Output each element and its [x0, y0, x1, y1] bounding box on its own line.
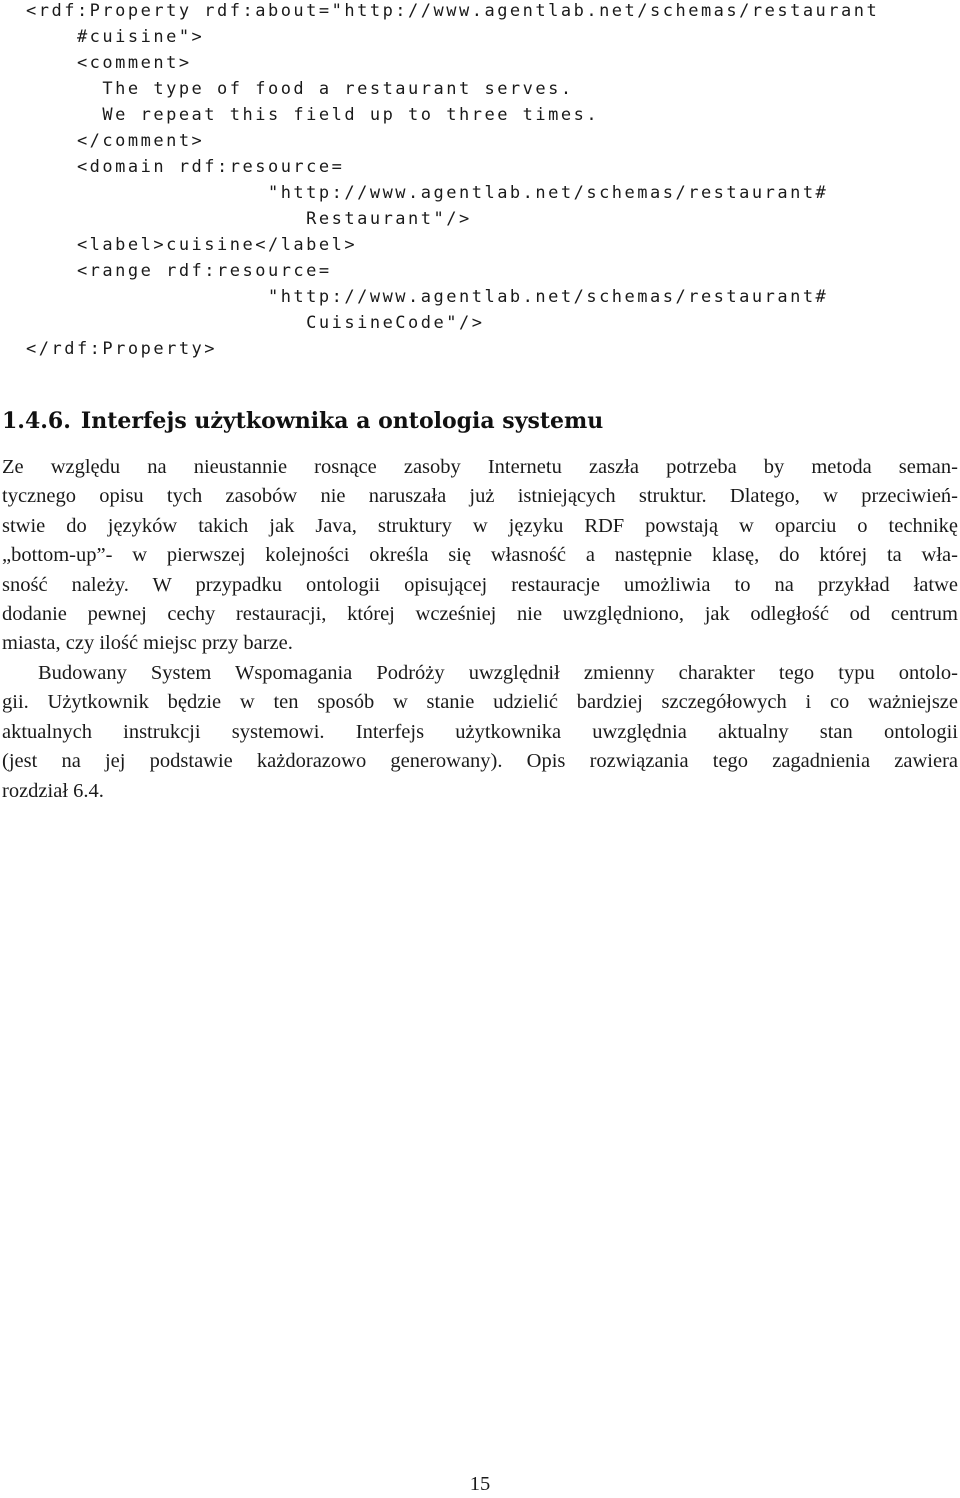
paragraph-line: gii. Użytkownik będzie w ten sposób w stanie udzielić bardziej szczegółowych i co ważniejsze — [2, 691, 958, 714]
paragraph-line: miasta, czy ilość miejsc przy barze. — [2, 632, 293, 655]
paragraph-line: (jest na jej podstawie każdorazowo generowany). Opis rozwiązania tego zagadnienia zawiera — [2, 750, 958, 773]
code-line: CuisineCode"/> — [26, 313, 485, 333]
paragraph-line: „bottom-up”- w pierwszej kolejności określa się własność a następnie klasę, do której ta wła- — [2, 544, 958, 567]
code-line: </comment> — [26, 131, 205, 151]
body-paragraph — [2, 453, 958, 659]
code-line: <comment> — [26, 53, 192, 73]
code-line: <domain rdf:resource= — [26, 157, 345, 177]
rdf-code-listing — [26, 0, 879, 362]
paragraph-line: rozdział 6.4. — [2, 779, 104, 802]
paragraph-line: tycznego opisu tych zasobów nie naruszała już istniejących struktur. Dlatego, w przeciwień- — [2, 485, 958, 508]
section-number: 1.4.6. — [2, 408, 71, 434]
paragraph-line: Ze względu na nieustannie rosnące zasoby Internetu zaszła potrzeba by metoda seman- — [2, 456, 958, 478]
code-line: <label>cuisine</label> — [26, 235, 358, 255]
code-line: </rdf:Property> — [26, 339, 218, 359]
section-heading — [2, 404, 603, 438]
body-paragraph — [2, 659, 958, 806]
paragraph-line: aktualnych instrukcji systemowi. Interfejs użytkownika uwzględnia aktualny stan ontologii — [2, 720, 958, 743]
section-title: Interfejs użytkownika a ontologia systemu — [80, 408, 604, 434]
page-number: 15 — [469, 1473, 491, 1495]
paragraph-line: dodanie pewnej cechy restauracji, której wcześniej nie uwzględniono, jak odległość od centrum — [2, 602, 958, 625]
paragraph-line: sność należy. W przypadku ontologii opisującej restauracje umożliwia to na przykład łatwe — [2, 573, 958, 596]
code-line: We repeat this field up to three times. — [26, 105, 600, 125]
code-line: <range rdf:resource= — [26, 261, 332, 281]
code-line: "http://www.agentlab.net/schemas/restaurant# — [26, 183, 829, 203]
code-line: #cuisine"> — [26, 27, 205, 47]
code-line: <rdf:Property rdf:about="http://www.agentlab.net/schemas/restaurant — [26, 1, 880, 21]
code-line: Restaurant"/> — [26, 209, 472, 229]
code-line: "http://www.agentlab.net/schemas/restaurant# — [26, 287, 829, 307]
paragraph-line: Budowany System Wspomagania Podróży uwzględnił zmienny charakter tego typu ontolo- — [38, 662, 958, 684]
paragraph-line: stwie do języków takich jak Java, struktury w języku RDF powstają w oparciu o technikę — [2, 514, 958, 537]
code-line: The type of food a restaurant serves. — [26, 79, 574, 99]
